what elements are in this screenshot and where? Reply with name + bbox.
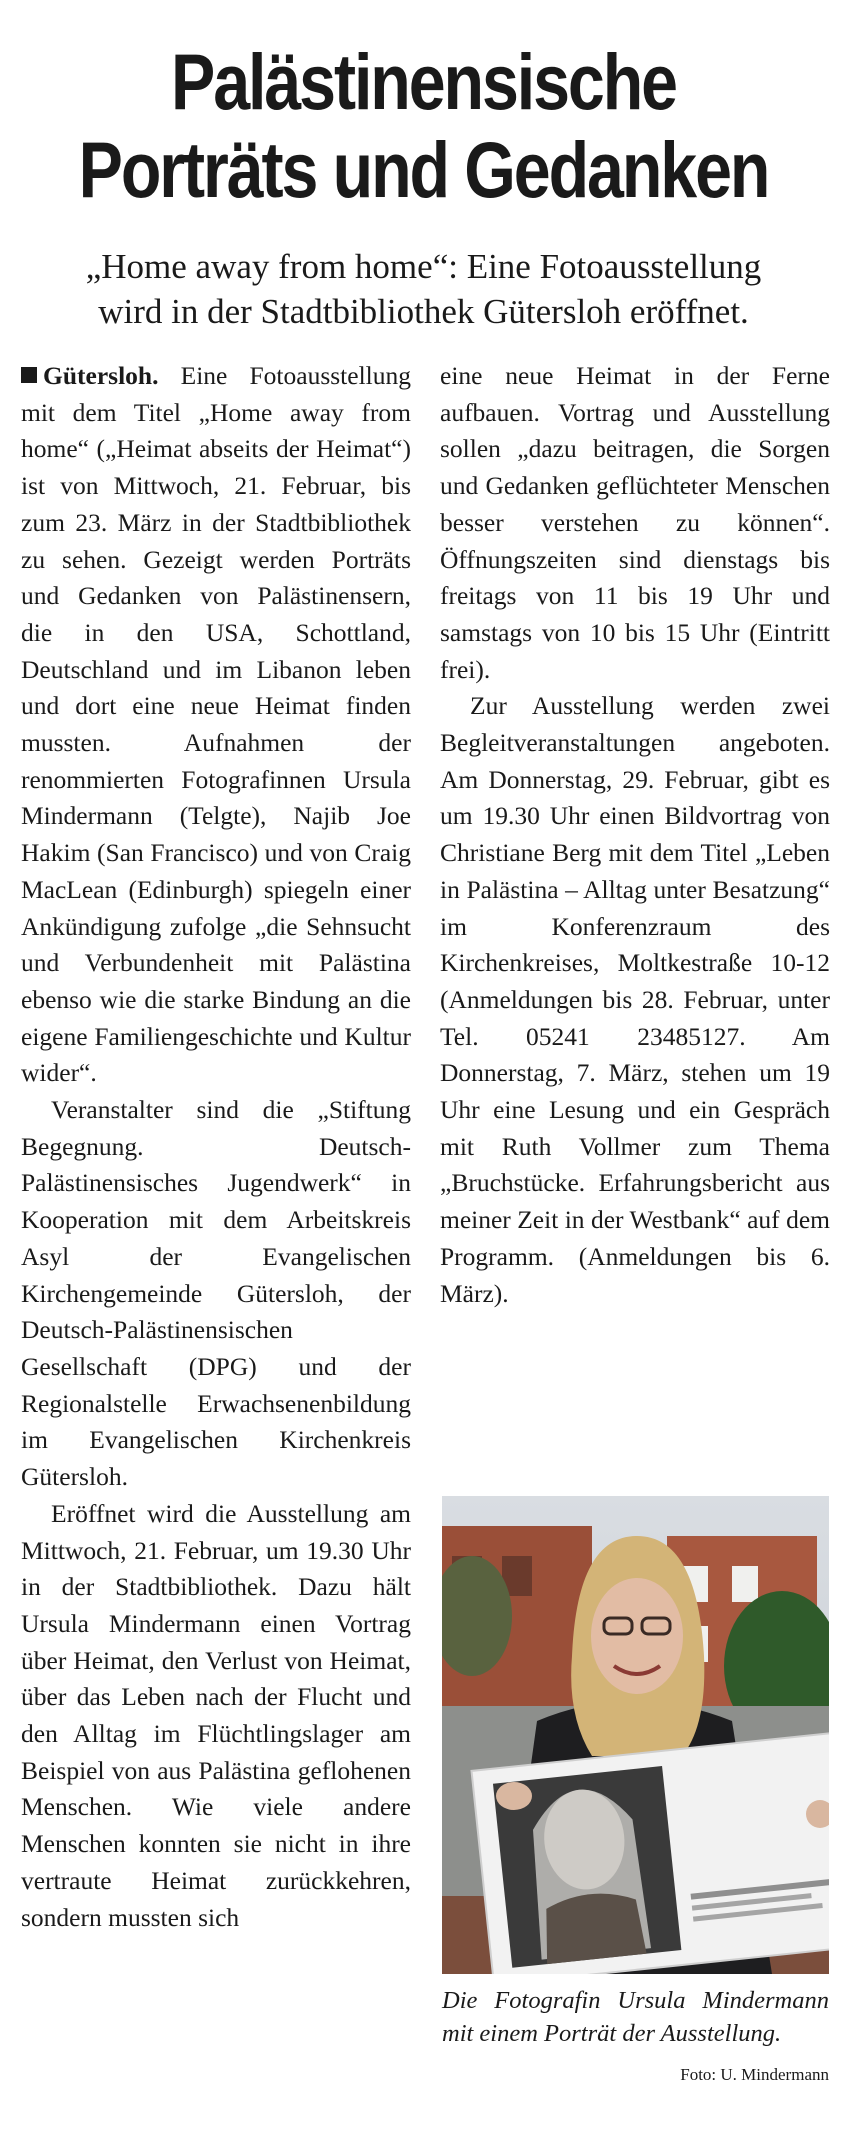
article-column-left	[21, 358, 411, 1936]
dateline-square-icon	[21, 367, 37, 383]
subheadline	[0, 244, 847, 334]
photo-caption	[442, 1984, 829, 2091]
headline-line-2: Porträts und Gedanken	[78, 125, 769, 214]
paragraph-1	[21, 358, 411, 1092]
photo-credit: Foto: U. Mindermann	[680, 2065, 829, 2084]
photo-illustration	[442, 1496, 829, 1974]
paragraph-3: Eröffnet wird die Ausstellung am Mittwoch, 21. Februar, um 19.30 Uhr in der Stadtbibliothek. Dazu hält Ursula Mindermann einen Vortrag über Heimat, den Verlust von Heimat, über das Leben nach der Flucht und den Alltag im Flüchtlingslager am Beispiel von aus Palästina geflohenen Menschen. Wie viele andere Menschen konnten sie nicht in ihre vertraute Heimat zurückkehren, sondern mussten sich	[21, 1498, 411, 1932]
paragraph-1-text: Eine Fotoausstellung mit dem Titel „Home away from home“ („Heimat abseits der Heimat“) ist von Mittwoch, 21. Februar, bis zum 23. März in der Stadtbibliothek zu sehen. Gezeigt werden Porträts und Gedanken von Palästinensern, die in den USA, Schottland, Deutschland und im Libanon leben und dort eine neue Heimat finden mussten. Aufnahmen der renommierten Fotografinnen Ursula Mindermann (Telgte), Najib Joe Hakim (San Francisco) und von Craig MacLean (Edinburgh) spiegeln einer Ankündigung zufolge „die Sehnsucht und Verbundenheit mit Palästina ebenso wie die starke Bindung an die eigene Familiengeschichte und Kultur wider“.	[21, 361, 412, 1088]
headline	[68, 38, 779, 214]
subheadline-line-2: wird in der Stadtbibliothek Gütersloh eröffnet.	[98, 292, 749, 331]
dateline: Gütersloh.	[43, 361, 159, 390]
paragraph-4: Zur Ausstellung werden zwei Begleitveranstaltungen angeboten. Am Donnerstag, 29. Februar, gibt es um 19.30 Uhr einen Bildvortrag von Christiane Berg mit dem Titel „Leben in Palästina – Alltag unter Besatzung“ im Konferenzraum des Kirchenkreises, Moltkestraße 10-12 (Anmeldungen bis 28. Februar, unter Tel. 05241 23485127. Am Donnerstag, 7. März, stehen um 19 Uhr eine Lesung und ein Gespräch mit Ruth Vollmer zum Thema „Bruchstücke. Erfahrungsbericht aus meiner Zeit in der Westbank“ auf dem Programm. (Anmeldungen bis 6. März).	[440, 691, 830, 1308]
paragraph-2: Veranstalter sind die „Stiftung Begegnung. Deutsch-Palästinensisches Jugendwerk“ in Kooperation mit dem Arbeitskreis Asyl der Evangelischen Kirchengemeinde Gütersloh, der Deutsch-Palästinensischen Gesellschaft (DPG) und der Regionalstelle Erwachsenenbildung im Evangelischen Kirchenkreis Gütersloh.	[21, 1095, 411, 1492]
article-photo	[442, 1496, 829, 1974]
subheadline-line-1: „Home away from home“: Eine Fotoausstellung	[85, 247, 762, 286]
headline-line-1: Palästinensische	[171, 37, 676, 126]
caption-text: Die Fotografin Ursula Mindermann mit einem Porträt der Ausstellung.	[442, 1987, 829, 2047]
paragraph-3-continued: eine neue Heimat in der Ferne aufbauen. Vortrag und Ausstellung sollen „dazu beitragen, die Sorgen und Gedanken geflüchteter Menschen besser verstehen zu können“. Öffnungszeiten sind dienstags bis freitags von 11 bis 19 Uhr und samstags von 10 bis 15 Uhr (Eintritt frei).	[440, 361, 830, 684]
article-column-right	[440, 358, 830, 1312]
